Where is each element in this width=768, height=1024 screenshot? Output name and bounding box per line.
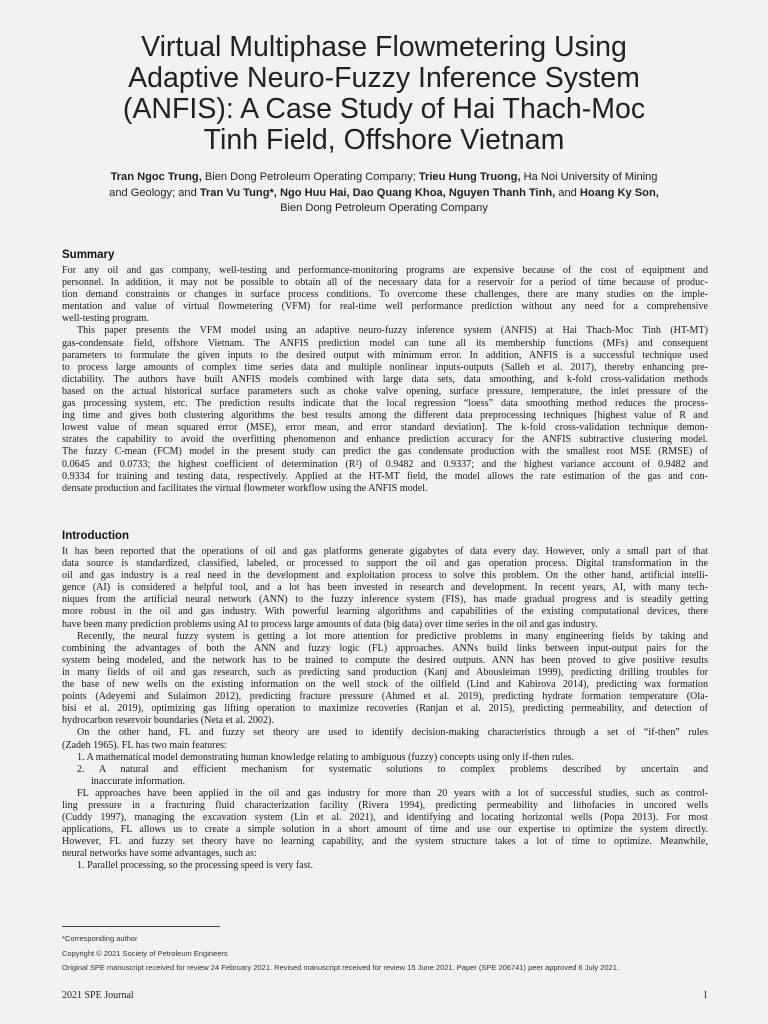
author-name: Tran Ngoc Trung, [110,171,202,183]
author-affiliation: Ha Noi University of Mining [520,171,658,183]
text-line: gas-condensate field, offshore Vietnam. The ANFIS prediction model can tune all its membership functions (MFs) and consequent [62,337,708,349]
text-line: lowest value of mean squared error (MSE), error mean, and error standard deviation]. The k-fold cross-validation technique demon- [62,422,708,434]
text-line: data source is standardized, classified, labeled, or processed to support the oil and gas operation process. Digital transformation in the [62,558,708,570]
title-line: (ANFIS): A Case Study of Hai Thach-Moc [122,93,646,125]
text-line: 0.0645 and 0.0733; the highest coefficient of determination (R²) of 0.9482 and 0.9337; and the highest variance account of 0.9482 and [62,458,708,470]
author-affiliation: and Geology; and [109,186,200,199]
author-name: Trieu Hung Truong, [418,171,521,183]
text-line: to process large amounts of complex time series data and multiple nonlinear inputs-outputs (Salleh et al. 2017), thereby enhancing pre- [62,361,708,373]
list-item: 1. Parallel processing, so the processing speed is very fast. [77,860,314,872]
text-line: oil and gas industry is a real need in the development and exploitation process to solve this problem. On the other hand, artificial intelli- [62,570,708,582]
text-line: mentation and value of virtual flowmetering (VFM) for real-time well performance prediction without any need for a comprehensive [62,301,708,313]
author-name: Hoang Ky Son, [579,186,659,199]
author-conjunction: and [555,186,580,199]
text-line: points (Adeyemi and Sulaimon 2012), predicting fracture pressure (Ahmed et al. 2019), predicting hydrate formation temperature (Ola- [62,691,708,703]
text-line: Recently, the neural fuzzy system is getting a lot more attention for predictive problems in many engineering fields by taking and [77,630,708,642]
list-item-continuation: inaccurate information. [91,775,186,787]
summary-heading: Summary [62,249,115,261]
list-item: 1. A mathematical model demonstrating human knowledge relating to ambiguous (fuzzy) concepts using only if-then rules. [77,751,574,763]
text-line: parameters to formulate the given inputs to the desired output with minimum error. In addition, ANFIS is a successful technique used [62,349,708,361]
text-line: dictability. The authors have built ANFIS models combined with large data sets, data smoothing, and k-fold cross-validation methods [62,373,708,385]
text-line: (Cuddy 1997), managing the excavation system (Lin et al. 2021), and identifying and locating horizontal wells (Popa 2013). For most [62,812,708,824]
page-footer [62,990,708,1001]
author-names-group: Tran Vu Tung*, Ngo Huu Hai, Dao Quang Khoa, Nguyen Thanh Tinh, [199,186,556,199]
text-line: tion demand constraints or changes in surface process conditions. To overcome these challenges, there are many studies on the imple- [62,289,708,301]
text-line: well-testing program. [62,313,149,325]
text-line: It has been reported that the operations of oil and gas platforms generate gigabytes of data every day. However, only a small part of that [62,546,708,557]
author-affiliation: Bien Dong Petroleum Operating Company; [201,171,419,183]
title-line: Virtual Multiphase Flowmetering Using [141,31,627,63]
list-item: 2. A natural and efficient mechanism for systematic solutions to complex problems described by uncertain and [77,763,708,775]
author-line [70,170,698,186]
text-line: 0.9334 for training and testing data, respectively. Applied at the HT-MT field, the model allows the rate estimation of the gas and con- [62,470,708,482]
text-line: have been many prediction problems using AI to process large amounts of data (big data) over time series in the oil and gas industry. [62,618,598,630]
text-line: neural networks have some advantages, such as: [62,848,257,860]
text-line: system being modeled, and the network has to be trained to compute the desired outputs. ANN has been proved to give positive results [62,654,708,666]
text-line: hydrocarbon reservoir boundaries (Neta et al. 2002). [62,715,274,727]
text-line: gence (AI) is considered a helpful tool, and a lot has been invested in research and development. In recent years, AI, with many tech- [62,582,708,594]
text-line: However, FL and fuzzy set theory have no learning capability, and the system structure takes a lot of time to optimize. Meanwhile, [62,836,708,848]
text-line: based on the actual historical surface parameters such as choke valve opening, surface pressure, temperature, the inlet pressure of the [62,385,708,397]
text-line: (Zadeh 1965). FL has two main features: [62,739,227,751]
introduction-body [62,546,708,873]
text-line: densate production and facilitates the virtual flowmeter workflow using the ANFIS model. [62,482,428,494]
text-line: bisi et al. 2019), optimizing gas lifting operation to maximize recoveries (Ranjan et al. 2015), predicting permeability, and detection of [62,703,708,715]
paper-title [60,32,708,156]
text-line: more robust in the oil and gas industry. With powerful learning algorithms and capabilities of the existing computational devices, there [62,606,708,618]
text-line: combining the advantages of both the ANN and fuzzy logic (FL) approaches. ANNs build links between input-output pairs for the [62,642,708,654]
text-line: the base of new wells on the existing information on the well stock of the oilfield (Lind and Kabirova 2014), predicting wax formation [62,679,708,691]
author-line [70,186,698,202]
text-line: personnel. In addition, it may not be possible to obtain all of the necessary data for a reservoir for a period of time because of produc- [62,277,708,289]
summary-body [62,265,708,495]
page-number: 1 [703,990,708,1001]
author-block [70,170,698,217]
text-line: FL approaches have been applied in the oil and gas industry for more than 20 years with a lot of successful studies, such as control- [77,787,708,799]
text-line: applications, FL allows us to create a simple solution in a short amount of time and use our expertise to optimize the system directly. [62,824,708,836]
title-line: Adaptive Neuro-Fuzzy Inference System [128,62,640,94]
text-line: ling pressure in a fracturing fluid characterization facility (Rivera 1994), predicting permeability and lithofacies in uncored wells [62,799,708,811]
text-line: gas processing system, etc. The prediction results indicate that the local regression “loess” data smoothing method reduces the process- [62,398,708,410]
footnotes [62,932,708,976]
footnote-corresponding-author: *Corresponding author [62,934,138,943]
footnote-manuscript-history: Original SPE manuscript received for review 24 February 2021. Revised manuscript received for review 15 June 2021. Paper (SPE 206741) peer approved 6 July 2021. [62,963,619,972]
footnote-divider [62,926,220,927]
introduction-heading: Introduction [62,530,130,542]
title-line: Tinh Field, Offshore Vietnam [203,124,565,156]
text-line: On the other hand, FL and fuzzy set theory are used to identify decision-making characteristics through a set of “if-then” rules [77,727,708,739]
text-line: in many fields of oil and gas research, such as predicting sand production (Kanj and Abousleiman 1999), predicting drilling troubles for [62,666,708,678]
text-line: This paper presents the VFM model using an adaptive neuro-fuzzy inference system (ANFIS) at Hai Thach-Moc Tinh (HT-MT) [77,325,708,337]
text-line: strates the capability to avoid the overfitting phenomenon and enhance prediction accuracy for the ANFIS subtractive clustering model. [62,434,708,446]
author-affiliation: Bien Dong Petroleum Operating Company [280,202,488,214]
text-line: For any oil and gas company, well-testing and performance-monitoring programs are expensive because of the cost of equipment and [62,265,708,276]
text-line: ing time and gives both clustering algorithms the best results among the different data preprocessing techniques [highest value of R and [62,410,708,422]
footnote-copyright: Copyright © 2021 Society of Petroleum Engineers [62,948,228,958]
journal-name: 2021 SPE Journal [62,990,134,1001]
text-line: niques from the artificial neural network (ANN) to the fuzzy inference system (FIS), has made gradual progress and is steadily getting [62,594,708,606]
text-line: The fuzzy C-mean (FCM) model in the present study can predict the gas condensate production with the smallest root MSE (RMSE) of [62,446,708,458]
